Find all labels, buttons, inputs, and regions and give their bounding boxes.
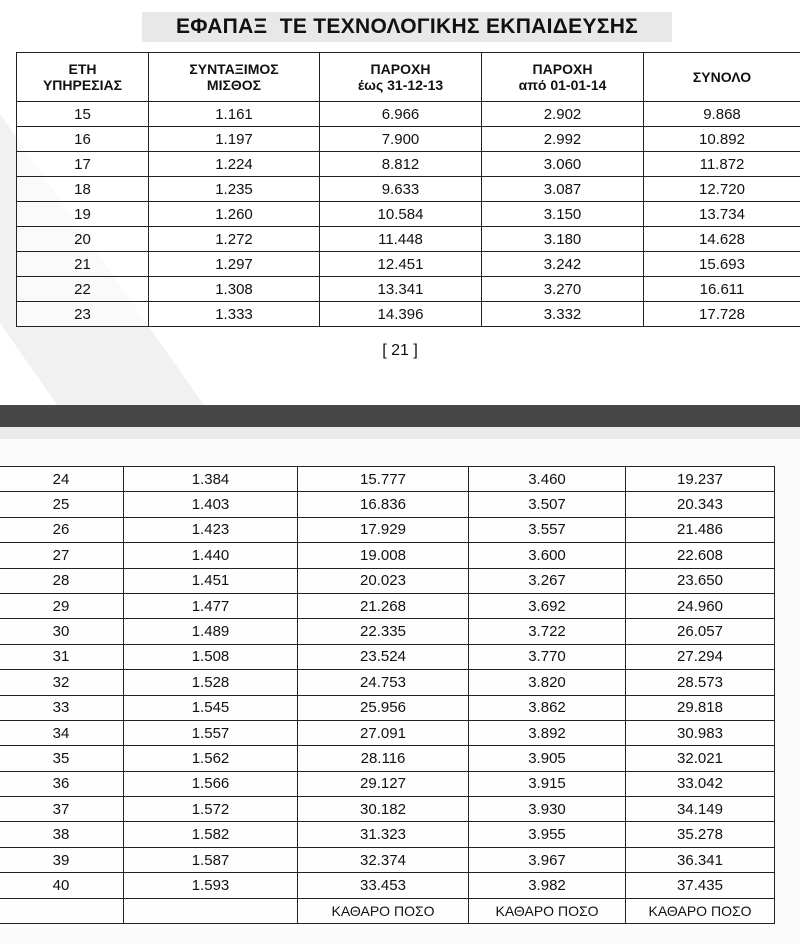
footer-cell <box>0 898 124 923</box>
footer-cell: ΚΑΘΑΡΟ ΠΟΣΟ <box>469 898 626 923</box>
table-row <box>17 202 800 227</box>
header-benefit-until-2013: ΠΑΡΟΧΗ έως 31-12-13 <box>320 53 482 102</box>
table-cell: 1.423 <box>124 517 298 542</box>
table-cell: 30.182 <box>298 797 469 822</box>
page-number: [ 21 ] <box>382 342 418 359</box>
header-pensionable-salary: ΣΥΝΤΑΞΙΜΟΣ ΜΙΣΘΟΣ <box>149 53 320 102</box>
table-cell: 23.650 <box>626 568 775 593</box>
table-cell: 1.333 <box>149 302 320 327</box>
table-cell: 34.149 <box>626 797 775 822</box>
footer-cell: ΚΑΘΑΡΟ ΠΟΣΟ <box>298 898 469 923</box>
table-cell: 3.087 <box>482 177 644 202</box>
table-cell: 23.524 <box>298 644 469 669</box>
table-row <box>0 644 775 669</box>
table-cell: 21 <box>17 252 149 277</box>
table-row <box>0 517 775 542</box>
document-title: ΕΦΑΠΑΞ ΤΕ ΤΕΧΝΟΛΟΓΙΚΗΣ ΕΚΠΑΙΔΕΥΣΗΣ <box>142 12 672 42</box>
table-cell: 3.905 <box>469 746 626 771</box>
table-cell: 11.448 <box>320 227 482 252</box>
table-cell: 16.611 <box>644 277 800 302</box>
table-cell: 14.628 <box>644 227 800 252</box>
table-cell: 20 <box>17 227 149 252</box>
table-cell: 1.297 <box>149 252 320 277</box>
table-cell: 37 <box>0 797 124 822</box>
table-cell: 10.892 <box>644 127 800 152</box>
table-row <box>0 593 775 618</box>
table-cell: 15.777 <box>298 467 469 492</box>
table-cell: 1.197 <box>149 127 320 152</box>
table-cell: 3.267 <box>469 568 626 593</box>
table-cell: 24.753 <box>298 670 469 695</box>
table-cell: 1.451 <box>124 568 298 593</box>
table-cell: 3.915 <box>469 771 626 796</box>
table-cell: 13.734 <box>644 202 800 227</box>
table-row <box>0 619 775 644</box>
table-row <box>17 277 800 302</box>
table-cell: 33.453 <box>298 873 469 898</box>
table-row <box>0 467 775 492</box>
table-row <box>0 720 775 745</box>
table-cell: 14.396 <box>320 302 482 327</box>
footer-cell <box>124 898 298 923</box>
table-cell: 17.728 <box>644 302 800 327</box>
table-cell: 24 <box>0 467 124 492</box>
table-cell: 15.693 <box>644 252 800 277</box>
table-cell: 21.268 <box>298 593 469 618</box>
table-cell: 1.260 <box>149 202 320 227</box>
table-cell: 22 <box>17 277 149 302</box>
table-cell: 25 <box>0 492 124 517</box>
table-row <box>0 771 775 796</box>
table-row <box>0 695 775 720</box>
table-cell: 29.127 <box>298 771 469 796</box>
table-cell: 19.237 <box>626 467 775 492</box>
table-cell: 23 <box>17 302 149 327</box>
table-cell: 17 <box>17 152 149 177</box>
table-cell: 20.023 <box>298 568 469 593</box>
table-cell: 36 <box>0 771 124 796</box>
table-cell: 22.335 <box>298 619 469 644</box>
table-cell: 31.323 <box>298 822 469 847</box>
table-row <box>17 102 800 127</box>
table-cell: 37.435 <box>626 873 775 898</box>
table-cell: 35 <box>0 746 124 771</box>
table-cell: 1.593 <box>124 873 298 898</box>
table-cell: 3.557 <box>469 517 626 542</box>
table-cell: 3.150 <box>482 202 644 227</box>
table-cell: 32.374 <box>298 847 469 872</box>
table-cell: 29 <box>0 593 124 618</box>
table-header-row <box>17 53 800 102</box>
table-cell: 3.892 <box>469 720 626 745</box>
table-cell: 12.720 <box>644 177 800 202</box>
table-cell: 30.983 <box>626 720 775 745</box>
table-cell: 33.042 <box>626 771 775 796</box>
table-cell: 19 <box>17 202 149 227</box>
table-row <box>17 152 800 177</box>
table-cell: 1.272 <box>149 227 320 252</box>
table-row <box>0 746 775 771</box>
table-cell: 1.308 <box>149 277 320 302</box>
table-cell: 12.451 <box>320 252 482 277</box>
table-cell: 1.587 <box>124 847 298 872</box>
table-row <box>0 492 775 517</box>
table-cell: 18 <box>17 177 149 202</box>
table-cell: 28 <box>0 568 124 593</box>
table-row <box>0 670 775 695</box>
table-cell: 1.477 <box>124 593 298 618</box>
document-page-1 <box>0 0 800 400</box>
footer-cell: ΚΑΘΑΡΟ ΠΟΣΟ <box>626 898 775 923</box>
table-cell: 1.545 <box>124 695 298 720</box>
table-cell: 8.812 <box>320 152 482 177</box>
table-row <box>17 127 800 152</box>
table-cell: 3.982 <box>469 873 626 898</box>
table-cell: 2.992 <box>482 127 644 152</box>
table-cell: 20.343 <box>626 492 775 517</box>
table-cell: 6.966 <box>320 102 482 127</box>
table-cell: 1.557 <box>124 720 298 745</box>
table-cell: 38 <box>0 822 124 847</box>
table-cell: 1.572 <box>124 797 298 822</box>
table-cell: 16 <box>17 127 149 152</box>
table-cell: 1.440 <box>124 543 298 568</box>
table-cell: 40 <box>0 873 124 898</box>
table-cell: 25.956 <box>298 695 469 720</box>
table-cell: 10.584 <box>320 202 482 227</box>
table-cell: 1.403 <box>124 492 298 517</box>
table-cell: 3.862 <box>469 695 626 720</box>
table-cell: 3.722 <box>469 619 626 644</box>
table-cell: 3.242 <box>482 252 644 277</box>
table-cell: 1.489 <box>124 619 298 644</box>
table-cell: 33 <box>0 695 124 720</box>
table-cell: 29.818 <box>626 695 775 720</box>
table-row <box>17 177 800 202</box>
table-cell: 26 <box>0 517 124 542</box>
table-row <box>17 227 800 252</box>
table-cell: 27 <box>0 543 124 568</box>
table-cell: 32.021 <box>626 746 775 771</box>
table-row <box>0 568 775 593</box>
table-cell: 36.341 <box>626 847 775 872</box>
table-cell: 1.235 <box>149 177 320 202</box>
table-cell: 3.955 <box>469 822 626 847</box>
table-cell: 3.930 <box>469 797 626 822</box>
table-cell: 26.057 <box>626 619 775 644</box>
table-cell: 28.116 <box>298 746 469 771</box>
table-cell: 1.582 <box>124 822 298 847</box>
table-cell: 28.573 <box>626 670 775 695</box>
table-cell: 9.633 <box>320 177 482 202</box>
table-cell: 13.341 <box>320 277 482 302</box>
table-cell: 17.929 <box>298 517 469 542</box>
table-cell: 3.180 <box>482 227 644 252</box>
table-cell: 35.278 <box>626 822 775 847</box>
table-cell: 1.528 <box>124 670 298 695</box>
table-cell: 3.967 <box>469 847 626 872</box>
table-cell: 15 <box>17 102 149 127</box>
table-cell: 1.161 <box>149 102 320 127</box>
table-cell: 3.060 <box>482 152 644 177</box>
header-benefit-from-2014: ΠΑΡΟΧΗ από 01-01-14 <box>482 53 644 102</box>
table-row <box>0 873 775 898</box>
table-cell: 3.332 <box>482 302 644 327</box>
severance-table-part-1 <box>16 52 800 327</box>
table-cell: 7.900 <box>320 127 482 152</box>
table-row <box>0 797 775 822</box>
table-footer-row <box>0 898 775 923</box>
table-cell: 19.008 <box>298 543 469 568</box>
table-cell: 32 <box>0 670 124 695</box>
table-row <box>0 543 775 568</box>
severance-table-part-2 <box>0 466 775 924</box>
table-row <box>17 252 800 277</box>
header-total: ΣΥΝΟΛΟ <box>644 53 800 102</box>
table-cell: 3.820 <box>469 670 626 695</box>
table-row <box>0 847 775 872</box>
table-cell: 1.384 <box>124 467 298 492</box>
table-cell: 21.486 <box>626 517 775 542</box>
table-cell: 11.872 <box>644 152 800 177</box>
table-cell: 3.600 <box>469 543 626 568</box>
table-row <box>0 822 775 847</box>
table-cell: 3.692 <box>469 593 626 618</box>
table-cell: 22.608 <box>626 543 775 568</box>
table-cell: 2.902 <box>482 102 644 127</box>
table-cell: 1.566 <box>124 771 298 796</box>
table-cell: 16.836 <box>298 492 469 517</box>
table-cell: 30 <box>0 619 124 644</box>
table-cell: 27.091 <box>298 720 469 745</box>
table-cell: 31 <box>0 644 124 669</box>
table-cell: 27.294 <box>626 644 775 669</box>
table-cell: 1.562 <box>124 746 298 771</box>
table-cell: 34 <box>0 720 124 745</box>
table-cell: 24.960 <box>626 593 775 618</box>
table-cell: 1.224 <box>149 152 320 177</box>
table-cell: 3.507 <box>469 492 626 517</box>
page-separator <box>0 405 800 427</box>
header-years-service: ΕΤΗ ΥΠΗΡΕΣΙΑΣ <box>17 53 149 102</box>
table-cell: 3.460 <box>469 467 626 492</box>
table-cell: 39 <box>0 847 124 872</box>
table-cell: 3.770 <box>469 644 626 669</box>
table-cell: 3.270 <box>482 277 644 302</box>
table-row <box>17 302 800 327</box>
table-cell: 9.868 <box>644 102 800 127</box>
table-cell: 1.508 <box>124 644 298 669</box>
